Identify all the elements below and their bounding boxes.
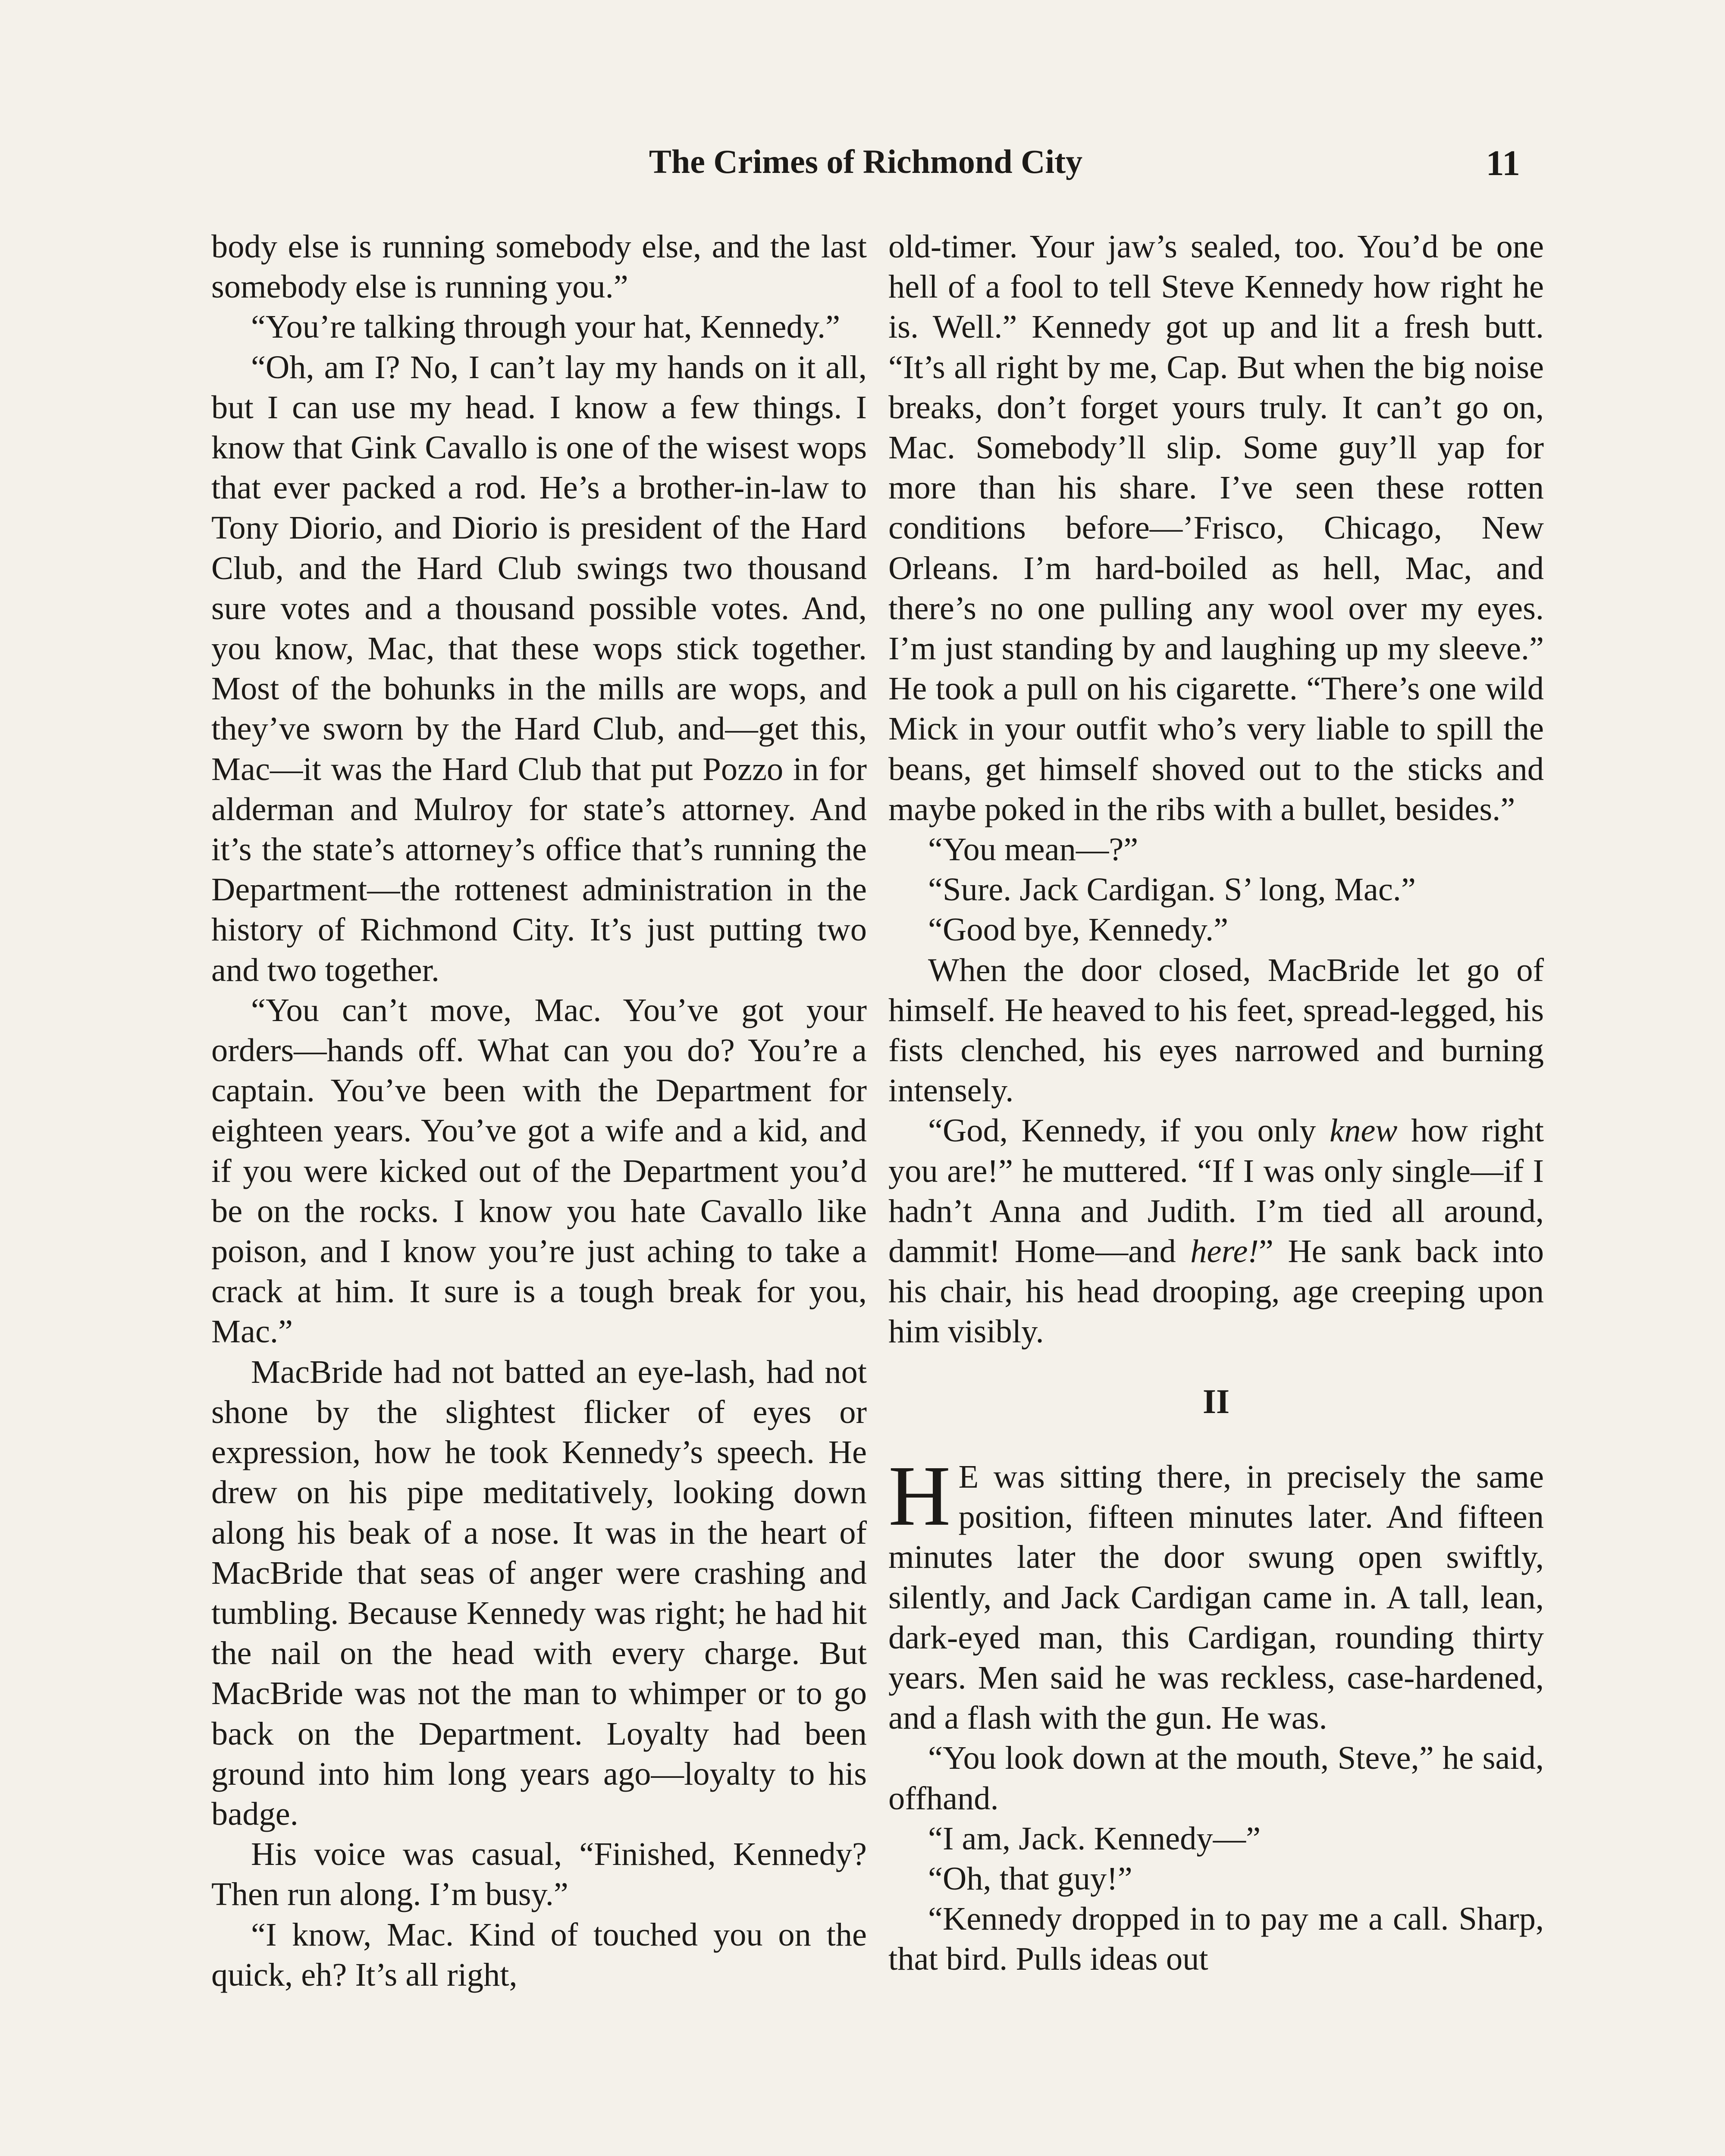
right-column (888, 226, 1544, 1979)
paragraph: “Oh, am I? No, I can’t lay my hands on it all, but I can use my head. I know a few things. I know that Gink Cavallo is one of the wisest wops that ever packed a rod. He’s a brother-in-law to Tony Diorio, and Diorio is president of the Hard Club, and the Hard Club swings two thousand sure votes and a thousand possible votes. And, you know, Mac, that these wops stick together. Most of the bohunks in the mills are wops, and they’ve sworn by the Hard Club, and—get this, Mac—it was the Hard Club that put Pozzo in for alderman and Mulroy for state’s attorney. And it’s the state’s attorney’s office that’s running the Department—the rottenest administration in the history of Richmond City. It’s just putting two and two together. (211, 348, 867, 988)
paragraph: body else is running somebody else, and the last somebody else is running you.” (211, 228, 867, 305)
paragraph: MacBride had not batted an eye-lash, had not shone by the slightest flicker of eyes or expression, how he took Kennedy’s speech. He drew on his pipe meditatively, looking down along his beak of a nose. It was in the heart of MacBride that seas of anger were crashing and tumbling. Because Kennedy was right; he had hit the nail on the head with every charge. But MacBride was not the man to whimper or to go back on the Department. Loyalty had been ground into him long years ago—loyalty to his badge. (211, 1353, 867, 1832)
paragraph: “I know, Mac. Kind of touched you on the quick, eh? It’s all right, (211, 1916, 867, 1993)
paragraph: old-timer. Your jaw’s sealed, too. You’d be one hell of a fool to tell Steve Kennedy how right he is. Well.” Kennedy got up and lit a fresh butt. “It’s all right by me, Cap. But when the big noise breaks, don’t forget yours truly. It can’t go on, Mac. Somebody’ll slip. Some guy’ll yap for more than his share. I’ve seen these rotten conditions before—’Frisco, Chicago, New Orleans. I’m hard-boiled as hell, Mac, and there’s no one pulling any wool over my eyes. I’m just standing by and laughing up my sleeve.” He took a pull on his cigarette. “There’s one wild Mick in your outfit who’s very liable to spill the beans, get himself shoved out to the sticks and maybe poked in the ribs with a bullet, besides.” (888, 228, 1544, 827)
drop-cap: H (888, 1448, 951, 1544)
right-column-top (888, 226, 1544, 1110)
running-title: The Crimes of Richmond City (649, 143, 1083, 180)
page-number: 11 (1486, 143, 1520, 183)
paragraph: “You mean—?” (928, 831, 1138, 868)
paragraph: “Good bye, Kennedy.” (928, 911, 1229, 948)
page-header (211, 129, 1520, 194)
section-heading: II (1202, 1382, 1230, 1421)
paragraph: “You’re talking through your hat, Kennedy.” (251, 308, 841, 345)
paragraph: “You can’t move, Mac. You’ve got your orders—hands off. What can you do? You’re a captain. You’ve been with the Department for eighteen years. You’ve got a wife and a kid, and if you were kicked out of the Department you’d be on the rocks. I know you hate Cavallo like poison, and I know you’re just aching to take a crack at him. It sure is a tough break for you, Mac.” (211, 991, 867, 1350)
text-run: ” He sank back into his chair, his head drooping, age creeping upon him visibly. (888, 1233, 1544, 1350)
paragraph: “Oh, that guy!” (928, 1860, 1132, 1897)
paragraph: “Sure. Jack Cardigan. S’ long, Mac.” (928, 871, 1416, 908)
paragraph: “I am, Jack. Kennedy—” (928, 1820, 1261, 1857)
right-column-bottom (888, 1738, 1544, 1979)
dropcap-paragraph (888, 1448, 1544, 1738)
dropcap-paragraph-text: E was sitting there, in precisely the same position, fifteen minutes later. And fifteen minutes later the door swung open swiftly, silently, and Jack Cardigan came in. A tall, lean, dark-eyed man, this Cardigan, rounding thirty years. Men said he was reckless, case-hardened, and a flash with the gun. He was. (888, 1458, 1544, 1736)
italic-text: knew (1330, 1112, 1398, 1149)
paragraph: When the door closed, MacBride let go of himself. He heaved to his feet, spread-legged, his fists clenched, his eyes narrowed and burning intensely. (888, 951, 1544, 1109)
text-run: “God, Kennedy, if you only (928, 1112, 1330, 1149)
paragraph: “You look down at the mouth, Steve,” he said, offhand. (888, 1739, 1544, 1817)
text-run: how right you are!” he muttered. “If I was only single—if I hadn’t Anna and Judith. I’m tied all around, dammit! Home—and (888, 1112, 1544, 1270)
italic-text: here! (1190, 1233, 1259, 1270)
left-column (211, 226, 867, 1995)
paragraph (888, 1110, 1544, 1351)
paragraph: His voice was casual, “Finished, Kennedy? Then run along. I’m busy.” (211, 1836, 867, 1913)
paragraph: “Kennedy dropped in to pay me a call. Sharp, that bird. Pulls ideas out (888, 1900, 1544, 1977)
